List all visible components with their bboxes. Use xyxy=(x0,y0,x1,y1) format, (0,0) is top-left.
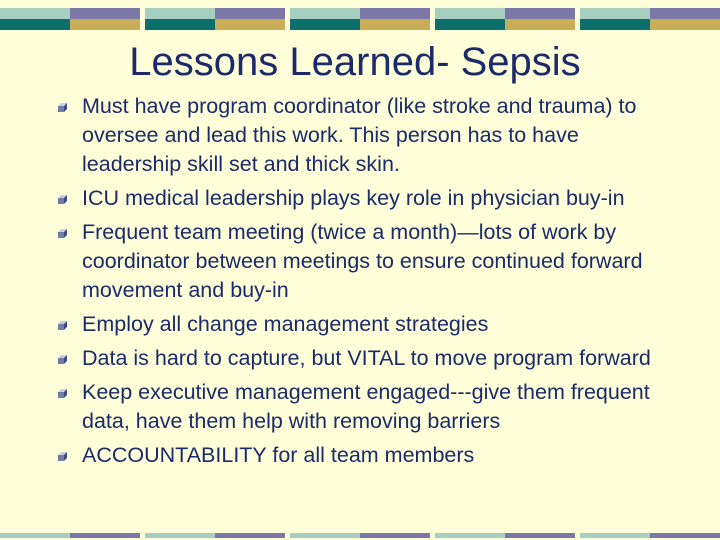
bullet-text: Frequent team meeting (twice a month)—lots of work by coordinator between meetings to ensure continued forward movement and buy-in xyxy=(82,220,643,302)
cube-bullet-icon xyxy=(57,321,67,331)
bullet-item xyxy=(55,378,675,436)
bullet-text: ICU medical leadership plays key role in physician buy-in xyxy=(82,186,625,210)
band-segment xyxy=(290,8,430,30)
cube-bullet-icon xyxy=(57,389,67,399)
bullet-text: Must have program coordinator (like stroke and trauma) to oversee and lead this work. This person has to have leadership skill set and thick skin. xyxy=(82,94,637,176)
band-segment xyxy=(580,533,720,538)
bullet-item xyxy=(55,441,675,470)
band-segment xyxy=(0,533,140,538)
bullet-text: Employ all change management strategies xyxy=(82,312,489,336)
cube-bullet-icon xyxy=(57,452,67,462)
decorative-top-band xyxy=(0,8,720,30)
bullet-item xyxy=(55,218,675,305)
bullet-item xyxy=(55,310,675,339)
bullet-item xyxy=(55,184,675,213)
cube-bullet-icon xyxy=(57,355,67,365)
band-segment xyxy=(290,533,430,538)
band-segment xyxy=(145,8,285,30)
decorative-bottom-band xyxy=(0,533,720,538)
cube-bullet-icon xyxy=(57,195,67,205)
band-segment xyxy=(0,8,140,30)
band-segment xyxy=(435,8,575,30)
bullet-text: Data is hard to capture, but VITAL to move program forward xyxy=(82,346,651,370)
bullet-item xyxy=(55,344,675,373)
bullet-list xyxy=(55,92,675,475)
bullet-text: Keep executive management engaged---give them frequent data, have them help with removing barriers xyxy=(82,380,650,433)
bullet-item xyxy=(55,92,675,179)
bullet-text: ACCOUNTABILITY for all team members xyxy=(82,443,475,467)
cube-bullet-icon xyxy=(57,103,67,113)
slide-title: Lessons Learned- Sepsis xyxy=(129,40,581,84)
cube-bullet-icon xyxy=(57,229,67,239)
band-segment xyxy=(145,533,285,538)
band-segment xyxy=(435,533,575,538)
band-segment xyxy=(580,8,720,30)
